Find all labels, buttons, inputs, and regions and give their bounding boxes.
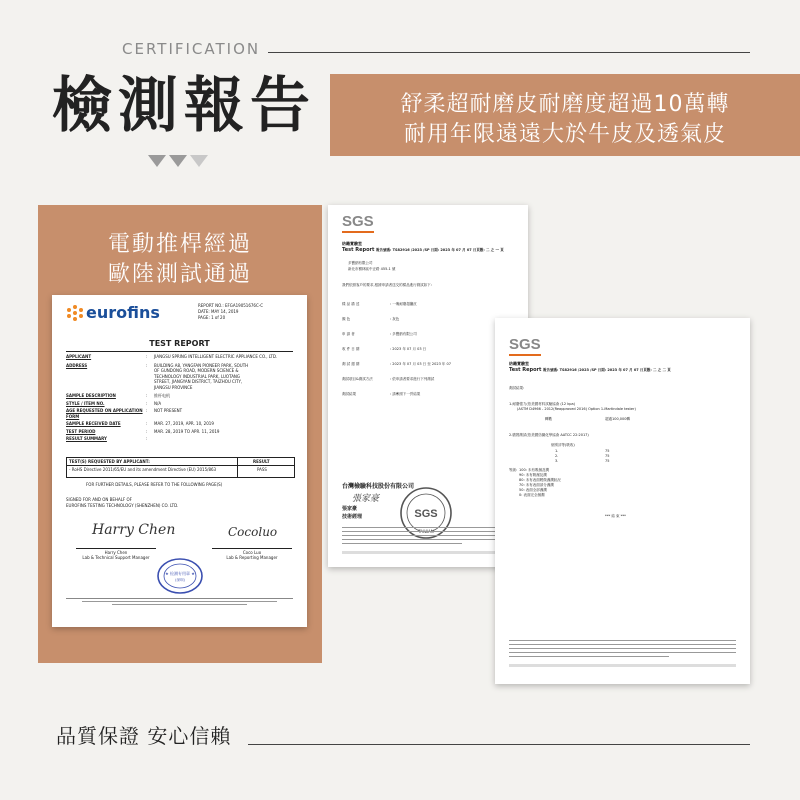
eurofins-seal-stamp [156,557,204,595]
field-row: 測 試 週 期 : 2023 年 07 月 03 日 至 2023 年 07 [342,362,451,366]
company-stamp: 台灣檢驗科技股份有限公司 [342,483,415,490]
field-row: 樣 品 描 述 : 一塊耐磨超纖皮 [342,302,417,306]
test-item-1-method: (ASTM D4966 - 2012(Reapproved 2016) Option 1-Martindale tester) [517,407,636,411]
grades-title: 等級: [509,468,518,472]
grade-row: 80: 未有表面輕微濕潤狀況 [519,478,561,482]
eurofins-report [52,295,307,627]
field-row: 測試結果 : 請參照下一頁結果 [342,392,421,396]
grade-row: 50: 表面全部濕潤 [519,488,547,492]
further-details: FOR FURTHER DETAILS, PLEASE REFER TO THE FOLLOWING PAGE(S) [86,482,223,487]
lab-name: 紡織實驗室 [342,241,362,246]
signer-title: 技術經理 [342,514,363,520]
svg-text:(深圳): (深圳) [175,578,185,582]
certification-label: CERTIFICATION [122,40,261,58]
field-row: AGE REQUESTED ON APPLICATION FORM : NOT PRESENT [66,408,183,419]
feature-banner [330,74,800,156]
rating-row: 1. 75 [555,449,610,453]
report-line: 報告號碼: TS82916 /2023 /SP 日期: 2023 年 07 月 07 日頁數: 二 之 一 頁 [376,248,504,252]
eurofins-logo-text: eurofins [86,303,160,322]
sgs-logo: SGS [509,336,541,353]
card-line-1: 電動推桿經過 [107,232,252,257]
card-line-2: 歐陸測試通過 [107,262,252,287]
report-meta: REPORT NO.: EFGA19051676C-C DATE: MAY 14, 2019 PAGE: 1 of 20 [198,303,264,320]
grades-list [519,468,561,498]
handwritten-signature: 張家豪 [352,494,380,504]
field-row: APPLICANT : JIANGSU SPRING INTELLIGENT ELECTRIC APPLIANCE CO., LTD. [66,354,278,359]
top-divider [268,52,750,53]
signature-1: Harry Chen [92,522,176,538]
quality-tagline: 品質保證 安心信賴 [56,724,232,748]
test-item-2: 2.磨擦測試(依美國紡織化學協會 AATCC 22:2017) [509,433,589,437]
signature-2: Cocoluo [228,525,278,539]
lab-name: 紡織實驗室 [509,361,529,366]
signer-1: Harry Chen Lab & Technical Support Manager [82,550,150,560]
field-row: 顏 色 : 灰色 [342,317,400,321]
rating-row: 2. 75 [555,454,610,458]
client-company: 多寶納有限公司 [348,261,373,265]
eurofins-logo-icon [66,304,84,322]
svg-text:★ 检测专用章 ★: ★ 检测专用章 ★ [165,571,195,576]
field-row: RESULT SUMMARY : [66,436,148,441]
ratings-list [555,449,609,464]
report-line: 報告號碼: TS82916 /2023 /SP 日期: 2023 年 07 月 07 日頁數: 二 之 二 頁 [543,368,671,372]
test-item-1-label: 轉數 [545,417,552,421]
svg-text:SGS: SGS [414,508,438,520]
report-fields [66,354,293,442]
banner-line-1: 舒柔超耐磨皮耐磨度超過10萬轉 [400,92,730,117]
sgs-seal-stamp [398,485,454,541]
test-report-label: Test Report [342,247,375,253]
bottom-divider [248,744,750,745]
results-label: 測試結果: [509,386,525,390]
field-row: 申 請 者 : 多寶納有限公司 [342,332,417,336]
field-row: 收 件 日 期 : 2023 年 07 月 03 日 [342,347,427,351]
field-row: SAMPLE RECEIVED DATE : MAR. 27, 2019, APR. 10, 2019 [66,421,214,426]
field-row: 測試項目&測試方法 : 依申請者要求進行下列測試 [342,377,435,381]
result-table: TEST(S) REQUESTED BY APPLICANT: RESULT - RoHS Directive 2011/65/EU and its amendment Directive (EU) 2015/863 PASS [66,457,295,478]
field-row: ADDRESS : BUILDING A8, YANGFAN PIONEER PARK, SOUTH OF GUNDONG ROAD, MODERN SCIENCE & TECHNOLOGY INDUSTRIAL PARK, LUOTANG STREET, JIANGYAN DISTRICT, TAIZHOU CITY, JIANGSU PROVINCE [66,362,249,390]
end-mark: *** 結 束 *** [605,514,626,518]
banner-line-2: 耐用年限遠遠大於牛皮及透氣皮 [403,122,726,147]
field-row: STYLE / ITEM NO. : N/A [66,400,162,406]
test-item-2-sub: 個別評等(吸收) [551,443,575,447]
page-title: 檢測報告 [52,71,316,141]
sgs-report-page-2 [495,318,750,684]
sgs-logo: SGS [342,213,374,230]
signer-name: 張家豪 [342,506,358,512]
signer-2: Coco Luo Lab & Reporting Manager [226,550,278,560]
test-item-1: 1.耐磨強力(依美國材料試驗協會 (12 kpa) [509,402,576,406]
test-item-1-value: 超過100,000轉 [605,417,630,421]
svg-text:TAIWAN: TAIWAN [418,529,434,534]
report-heading: TEST REPORT [149,339,210,348]
down-triangles-icon [148,152,212,168]
grade-row: 0: 表面完全濕潤 [519,493,545,497]
sgs-fields [342,297,451,402]
test-report-label: Test Report [509,367,542,373]
signed-on-behalf: SIGNED FOR AND ON BEHALF OF EUROFINS TESTING TECHNOLOGY (SHENZHEN) CO. LTD. [66,497,179,508]
rating-row: 3. 75 [555,459,610,463]
grade-row: 100: 未有吸濕及潤 [519,468,549,472]
grade-row: 70: 未有表面部分濕潤 [519,483,554,487]
grade-row: 90: 未有吸濕及潤 [519,473,547,477]
field-row: SAMPLE DESCRIPTION : 推杆电机 [66,393,170,398]
intro-text: 我們依照客戶的要求,根據申請者送交的樣品進行測試如下: [342,283,432,287]
field-row: TEST PERIOD : MAR. 28, 2019 TO APR. 11, 2019 [66,428,220,434]
client-address: 新北市樹林區中正路 455-1 號 [348,267,396,271]
